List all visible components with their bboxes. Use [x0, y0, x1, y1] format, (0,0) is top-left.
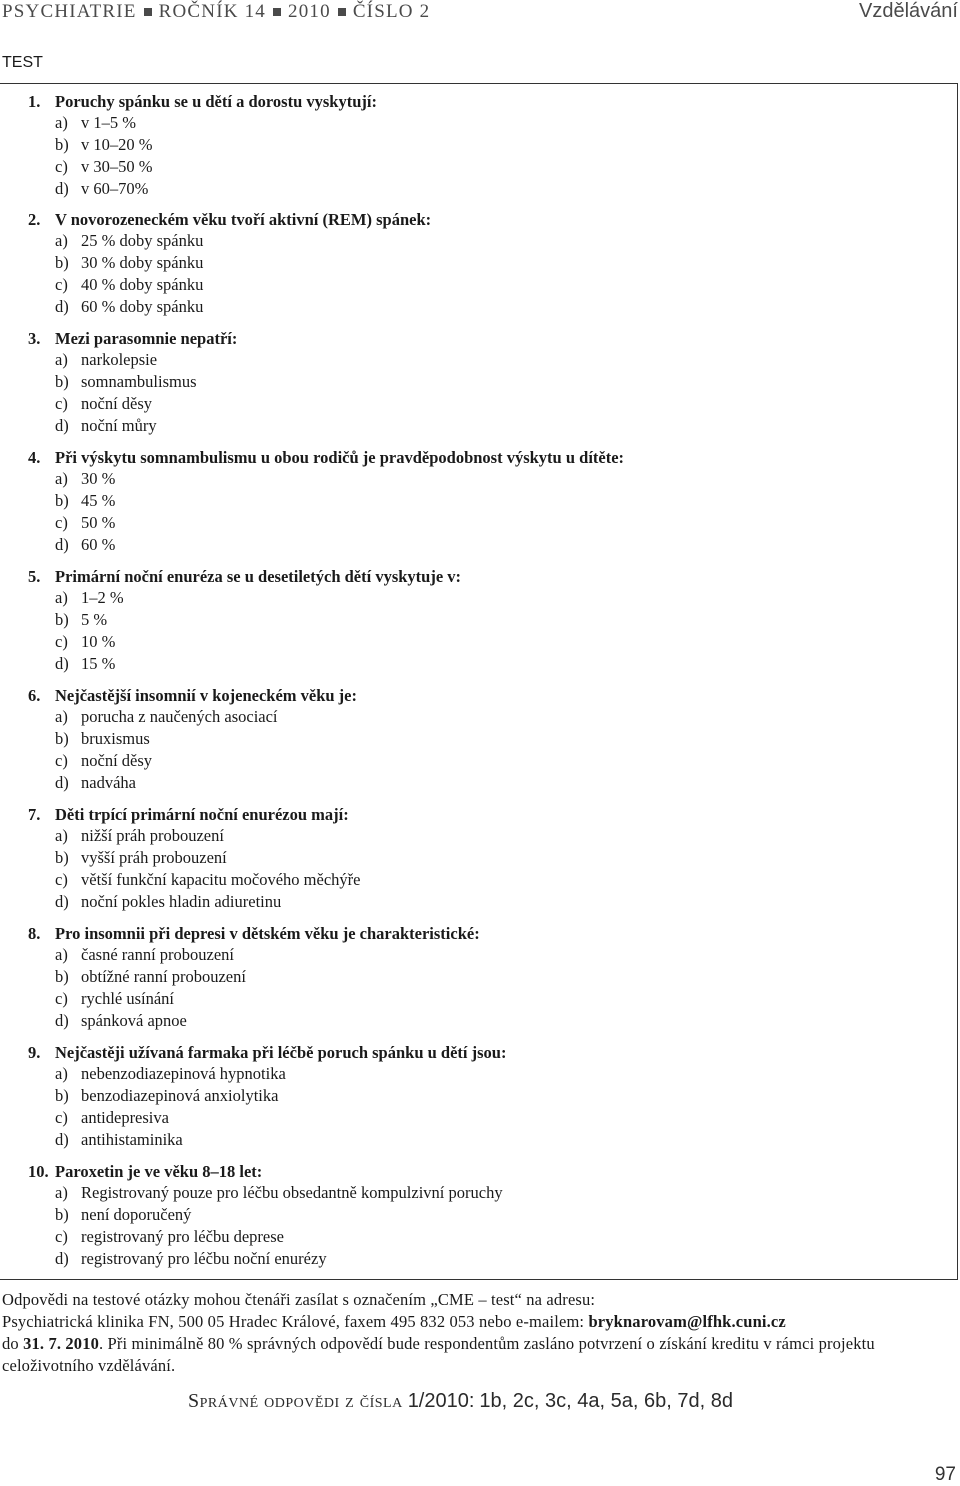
option-letter: a) — [55, 588, 68, 607]
option-letter: d) — [55, 1249, 69, 1268]
answer-option — [28, 1226, 503, 1248]
question-title — [28, 448, 624, 468]
question-1 — [28, 92, 377, 200]
option-text: somnambulismus — [81, 372, 197, 391]
question-text: Nejčastěji užívaná farmaka při léčbě poruch spánku u dětí jsou: — [55, 1043, 507, 1062]
option-text: noční děsy — [81, 394, 153, 413]
journal-year: 2010 — [288, 1, 331, 22]
question-number: 2. — [28, 210, 41, 229]
correct-answers-list: 1b, 2c, 3c, 4a, 5a, 6b, 7d, 8d — [479, 1390, 733, 1412]
deadline-date: 31. 7. 2010 — [23, 1334, 99, 1353]
option-text: 10 % — [81, 632, 116, 651]
question-text: Mezi parasomnie nepatří: — [55, 329, 238, 348]
option-letter: d) — [55, 297, 69, 316]
answer-option — [28, 274, 431, 296]
option-letter: d) — [55, 416, 69, 435]
answer-option — [28, 112, 377, 134]
option-text: 40 % doby spánku — [81, 275, 204, 294]
option-letter: d) — [55, 773, 69, 792]
option-text: porucha z naučených asociací — [81, 707, 278, 726]
option-letter: c) — [55, 157, 68, 176]
option-letter: a) — [55, 1183, 68, 1202]
option-text: v 60–70% — [81, 179, 149, 198]
option-letter: a) — [55, 707, 68, 726]
option-letter: b) — [55, 610, 69, 629]
answer-option — [28, 178, 377, 200]
page-number: 97 — [934, 1464, 956, 1485]
question-title — [28, 1162, 503, 1182]
question-title — [28, 924, 480, 944]
answer-option — [28, 468, 624, 490]
option-text: obtížné ranní probouzení — [81, 967, 246, 986]
answer-option — [28, 1129, 506, 1151]
answer-option — [28, 1085, 506, 1107]
option-letter: a) — [55, 113, 68, 132]
option-letter: b) — [55, 253, 69, 272]
question-title — [28, 210, 431, 230]
question-3 — [28, 329, 237, 437]
question-number: 3. — [28, 329, 41, 348]
option-letter: d) — [55, 1130, 69, 1149]
page-header — [0, 0, 960, 25]
answer-option — [28, 415, 237, 437]
answer-option — [28, 349, 237, 371]
option-text: registrovaný pro léčbu deprese — [81, 1227, 284, 1246]
option-text: v 10–20 % — [81, 135, 153, 154]
footer-line-3-rest: . Při minimálně 80 % správných odpovědí bude respondentům zasláno potvrzení o získání kreditu v rámci projektu celoživotního vzdělávání. — [2, 1334, 875, 1375]
answer-option — [28, 1182, 503, 1204]
question-title — [28, 92, 377, 112]
option-letter: d) — [55, 179, 69, 198]
correct-answers-issue: 1/2010: — [407, 1390, 475, 1412]
question-6 — [28, 686, 357, 794]
answer-option — [28, 512, 624, 534]
answer-option — [28, 1204, 503, 1226]
option-letter: b) — [55, 1205, 69, 1224]
journal-name: PSYCHIATRIE — [2, 1, 137, 22]
answer-option — [28, 534, 624, 556]
test-label: TEST — [2, 54, 43, 71]
question-number: 1. — [28, 92, 41, 111]
answer-option — [28, 1248, 503, 1270]
option-text: 5 % — [81, 610, 108, 629]
answer-option — [28, 706, 357, 728]
option-letter: b) — [55, 1086, 69, 1105]
option-text: není doporučený — [81, 1205, 192, 1224]
option-text: noční děsy — [81, 751, 153, 770]
option-text: vyšší práh probouzení — [81, 848, 227, 867]
answer-option — [28, 134, 377, 156]
option-text: nadváha — [81, 773, 136, 792]
option-text: 25 % doby spánku — [81, 231, 204, 250]
option-letter: d) — [55, 892, 69, 911]
separator-square-icon — [273, 8, 281, 16]
option-letter: c) — [55, 632, 68, 651]
answer-option — [28, 847, 361, 869]
answer-option — [28, 230, 431, 252]
question-number: 4. — [28, 448, 41, 467]
question-number: 9. — [28, 1043, 41, 1062]
question-title — [28, 329, 237, 349]
option-text: narkolepsie — [81, 350, 158, 369]
option-letter: c) — [55, 870, 68, 889]
option-letter: d) — [55, 535, 69, 554]
option-text: 60 % — [81, 535, 116, 554]
footer-line-1: Odpovědi na testové otázky mohou čtenáři zasílat s označením „CME – test“ na adresu: — [2, 1290, 596, 1309]
separator-square-icon — [338, 8, 346, 16]
answer-option — [28, 609, 461, 631]
answer-option — [28, 1063, 506, 1085]
option-text: nebenzodiazepinová hypnotika — [81, 1064, 286, 1083]
footer-line-3-prefix: do — [2, 1334, 19, 1353]
answer-option — [28, 1010, 480, 1032]
answer-option — [28, 891, 361, 913]
option-text: bruxismus — [81, 729, 150, 748]
option-text: 45 % — [81, 491, 116, 510]
option-letter: c) — [55, 513, 68, 532]
option-text: v 30–50 % — [81, 157, 153, 176]
question-10 — [28, 1162, 503, 1270]
option-text: v 1–5 % — [81, 113, 136, 132]
answer-option — [28, 393, 237, 415]
question-4 — [28, 448, 624, 556]
option-letter: b) — [55, 848, 69, 867]
option-letter: b) — [55, 491, 69, 510]
option-letter: b) — [55, 729, 69, 748]
option-text: větší funkční kapacitu močového měchýře — [81, 870, 361, 889]
question-9 — [28, 1043, 506, 1151]
question-number: 6. — [28, 686, 41, 705]
option-letter: a) — [55, 350, 68, 369]
option-letter: a) — [55, 1064, 68, 1083]
footer-line-2: Psychiatrická klinika FN, 500 05 Hradec Králové, faxem 495 832 053 nebo e-mailem: — [2, 1312, 585, 1331]
question-text: Poruchy spánku se u dětí a dorostu vyskytují: — [55, 92, 377, 111]
answer-option — [28, 728, 357, 750]
journal-issue: ČÍSLO 2 — [352, 1, 431, 22]
option-letter: b) — [55, 372, 69, 391]
option-text: 1–2 % — [81, 588, 124, 607]
option-letter: a) — [55, 231, 68, 250]
question-number: 5. — [28, 567, 41, 586]
question-text: Primární noční enuréza se u desetiletých dětí vyskytuje v: — [55, 567, 462, 586]
option-text: 60 % doby spánku — [81, 297, 204, 316]
question-2 — [28, 210, 431, 318]
question-number: 7. — [28, 805, 41, 824]
option-text: 50 % — [81, 513, 116, 532]
question-text: Děti trpící primární noční enurézou mají: — [55, 805, 349, 824]
question-number: 10. — [28, 1162, 49, 1181]
option-text: benzodiazepinová anxiolytika — [81, 1086, 279, 1105]
answer-option — [28, 988, 480, 1010]
option-letter: d) — [55, 1011, 69, 1030]
question-8 — [28, 924, 480, 1032]
answer-option — [28, 296, 431, 318]
journal-volume: ROČNÍK 14 — [158, 1, 266, 22]
question-title — [28, 567, 461, 587]
answer-option — [28, 156, 377, 178]
question-title — [28, 805, 361, 825]
question-number: 8. — [28, 924, 41, 943]
option-text: nižší práh probouzení — [81, 826, 224, 845]
answer-option — [28, 944, 480, 966]
contact-email: bryknarovam@lfhk.cuni.cz — [588, 1312, 786, 1331]
question-7 — [28, 805, 361, 913]
option-letter: c) — [55, 989, 68, 1008]
answer-option — [28, 966, 480, 988]
option-letter: c) — [55, 275, 68, 294]
option-text: registrovaný pro léčbu noční enurézy — [81, 1249, 327, 1268]
option-text: antidepresiva — [81, 1108, 169, 1127]
footer-instructions — [2, 1289, 958, 1377]
question-text: V novorozeneckém věku tvoří aktivní (REM) spánek: — [55, 210, 432, 229]
option-letter: a) — [55, 826, 68, 845]
option-letter: c) — [55, 394, 68, 413]
option-text: antihistaminika — [81, 1130, 183, 1149]
option-letter: b) — [55, 135, 69, 154]
answer-option — [28, 490, 624, 512]
question-text: Paroxetin je ve věku 8–18 let: — [55, 1162, 263, 1181]
question-text: Pro insomnii při depresi v dětském věku je charakteristické: — [55, 924, 480, 943]
answer-option — [28, 1107, 506, 1129]
option-text: Registrovaný pouze pro léčbu obsedantně kompulzivní poruchy — [81, 1183, 503, 1202]
question-text: Nejčastější insomnií v kojeneckém věku je: — [55, 686, 357, 705]
question-title — [28, 1043, 506, 1063]
option-letter: c) — [55, 1108, 68, 1127]
option-letter: c) — [55, 751, 68, 770]
correct-answers — [188, 1390, 733, 1413]
option-text: 30 % doby spánku — [81, 253, 204, 272]
question-5 — [28, 567, 461, 675]
separator-square-icon — [144, 8, 152, 16]
answer-option — [28, 772, 357, 794]
question-text: Při výskytu somnambulismu u obou rodičů je pravděpodobnost výskytu u dítěte: — [55, 448, 625, 467]
answer-option — [28, 750, 357, 772]
answer-option — [28, 371, 237, 393]
answer-option — [28, 252, 431, 274]
option-letter: a) — [55, 469, 68, 488]
option-text: noční můry — [81, 416, 157, 435]
option-text: rychlé usínání — [81, 989, 175, 1008]
answer-option — [28, 631, 461, 653]
answer-option — [28, 653, 461, 675]
answer-option — [28, 587, 461, 609]
option-text: 30 % — [81, 469, 116, 488]
section-title: Vzdělávání — [859, 0, 958, 22]
option-letter: d) — [55, 654, 69, 673]
option-text: 15 % — [81, 654, 116, 673]
correct-answers-label: Správné odpovědi z čísla — [188, 1390, 403, 1412]
answer-option — [28, 825, 361, 847]
option-text: spánková apnoe — [81, 1011, 187, 1030]
option-letter: b) — [55, 967, 69, 986]
option-letter: a) — [55, 945, 68, 964]
option-text: časné ranní probouzení — [81, 945, 235, 964]
journal-title — [2, 1, 430, 23]
answer-option — [28, 869, 361, 891]
option-letter: c) — [55, 1227, 68, 1246]
question-title — [28, 686, 357, 706]
option-text: noční pokles hladin adiuretinu — [81, 892, 282, 911]
